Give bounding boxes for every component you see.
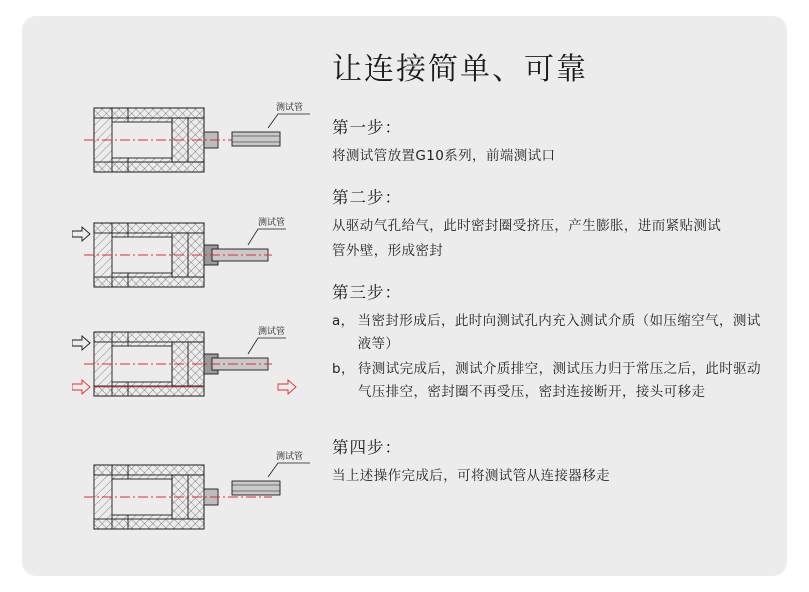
step-3-item-b (332, 358, 772, 404)
test-medium-arrow-left (72, 380, 90, 394)
callout-leader (268, 463, 310, 477)
callout-leader (268, 114, 310, 128)
figure-step-4 (72, 443, 322, 548)
callout-leader (248, 229, 286, 245)
step-1-line-1: 将测试管放置G10系列，前端测试口 (332, 148, 556, 164)
step-3-item-a-label: a， (332, 313, 355, 329)
step-2 (332, 184, 772, 263)
callout-leader (248, 338, 286, 354)
callout-label-4: 测试管 (276, 452, 304, 462)
step-2-body (332, 215, 772, 263)
step-2-title: 第二步： (332, 188, 402, 207)
step-3-item-b-text: 待测试完成后，测试介质排空，测试压力归于常压之后，此时驱动气压排空，密封圈不再受压，密封连接断开，接头可移走 (357, 361, 761, 400)
step-3-item-b-label: b， (332, 361, 355, 377)
callout-label-1: 测试管 (276, 103, 304, 113)
page-title: 让连接简单、可靠 (332, 52, 588, 87)
step-4 (332, 434, 772, 488)
step-3-item-a (332, 310, 772, 356)
poster-panel (22, 16, 787, 576)
step-3 (332, 279, 772, 404)
figure-column (72, 88, 322, 558)
step-4-title: 第四步： (332, 438, 402, 457)
air-inlet-arrow (72, 227, 90, 241)
step-3-body (332, 310, 772, 404)
text-column (332, 44, 772, 504)
air-inlet-arrow (72, 336, 90, 350)
step-3-title: 第三步： (332, 283, 402, 302)
step-2-line-1: 从驱动气孔给气，此时密封圈受挤压，产生膨胀，进而紧贴测试 (332, 218, 722, 234)
step-1-body (332, 145, 772, 168)
callout-label-2: 测试管 (258, 218, 286, 228)
figure-step-2 (72, 203, 322, 308)
step-1 (332, 114, 772, 168)
step-3-item-a-text: 当密封形成后，此时向测试孔内充入测试介质（如压缩空气，测试液等） (357, 313, 761, 352)
step-2-line-2: 管外壁，形成密封 (332, 243, 444, 259)
test-medium-arrow-right (278, 380, 296, 394)
step-4-body (332, 465, 772, 488)
callout-label-3: 测试管 (258, 327, 286, 337)
step-1-title: 第一步： (332, 118, 402, 137)
figure-step-1 (72, 88, 322, 193)
figure-step-3 (72, 318, 322, 423)
step-spacer (332, 420, 772, 434)
step-4-line-1: 当上述操作完成后，可将测试管从连接器移走 (332, 468, 610, 484)
